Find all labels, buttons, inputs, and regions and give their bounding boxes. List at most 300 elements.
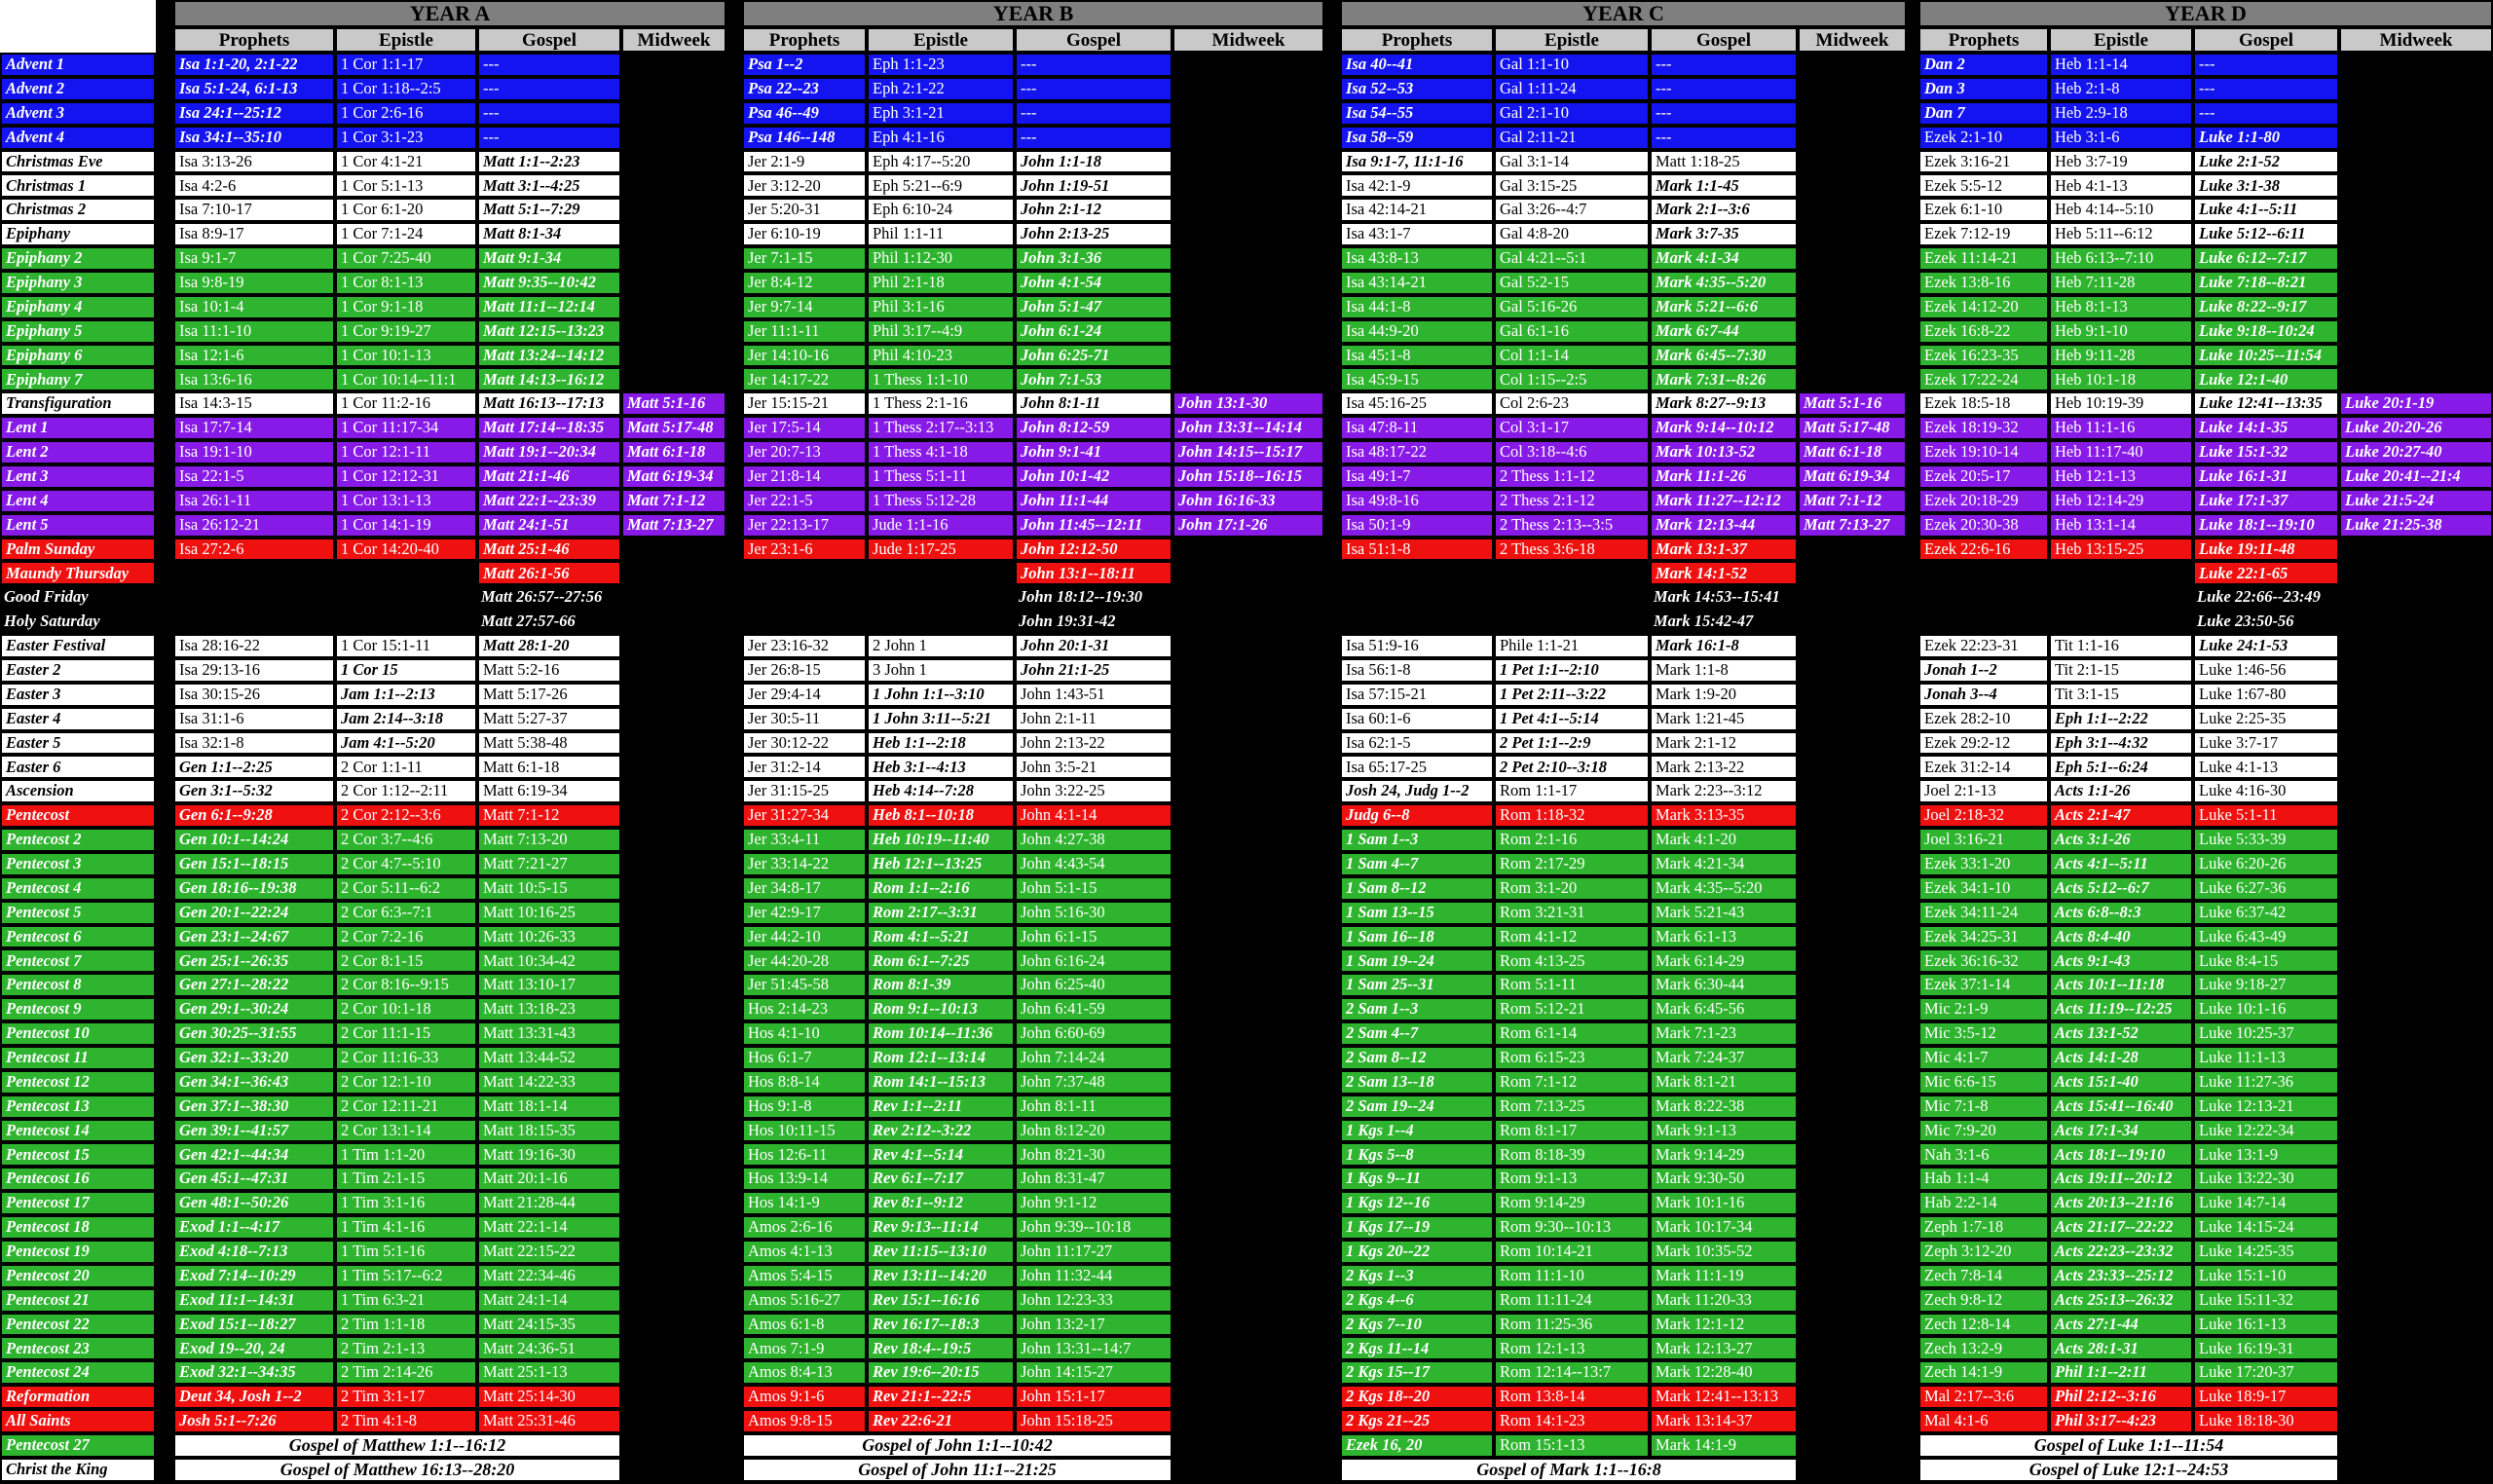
epistle-reading-cell: Acts 11:19--12:25 [2049,997,2193,1021]
gospel-reading-cell: Matt 13:44-52 [477,1046,621,1070]
gospel-reading-cell: Mark 14:53--15:41 [1654,587,1780,607]
row-label: Pentecost 10 [0,1021,156,1046]
epistle-reading-cell: Rom 4:1-12 [1494,925,1650,949]
row-label: Lent 4 [0,489,156,513]
gospel-reading-cell: Matt 1:1--2:23 [477,150,621,174]
prophets-reading-cell: Jer 23:16-32 [742,634,867,658]
prophets-reading-cell: Hos 4:1-10 [742,1021,867,1046]
row-label: Maundy Thursday [0,561,156,585]
prophets-reading-cell: Amos 8:4-13 [742,1360,867,1385]
gospel-reading-cell: Matt 10:5-15 [477,876,621,901]
row-label: Epiphany 4 [0,295,156,319]
midweek-reading-cell: Matt 7:13-27 [1798,513,1907,538]
epistle-reading-cell: 2 Cor 1:12--2:11 [335,779,477,803]
epistle-reading-cell: Gal 6:1-16 [1494,319,1650,344]
gospel-reading-cell: John 6:25-40 [1015,973,1172,997]
gospel-reading-cell: Mark 4:1-20 [1650,828,1798,852]
epistle-reading-cell: Rev 6:1--7:17 [867,1167,1015,1191]
prophets-reading-cell: Joel 2:18-32 [1918,803,2049,828]
epistle-reading-cell: Phil 1:1--2:11 [2049,1360,2193,1385]
prophets-reading-cell: 1 Sam 4--7 [1340,852,1494,876]
year-header: YEAR C [1340,0,1907,27]
prophets-reading-cell: Isa 65:17-25 [1340,755,1494,779]
prophets-reading-cell: Isa 45:1-8 [1340,344,1494,368]
gospel-reading-cell: Luke 11:1-13 [2193,1046,2339,1070]
row-label: Pentecost 9 [0,997,156,1021]
prophets-reading-cell: Jer 9:7-14 [742,295,867,319]
row-label: Epiphany 3 [0,271,156,295]
epistle-reading-cell: Heb 3:7-19 [2049,150,2193,174]
gospel-reading-cell: Matt 28:1-20 [477,634,621,658]
prophets-reading-cell: Isa 14:3-15 [173,391,335,416]
epistle-reading-cell: 2 John 1 [867,634,1015,658]
epistle-reading-cell: 1 Cor 7:1-24 [335,222,477,246]
epistle-reading-cell: Rom 9:1-13 [1494,1167,1650,1191]
row-label: Pentecost 17 [0,1191,156,1215]
epistle-reading-cell: Heb 9:11-28 [2049,344,2193,368]
gospel-reading-cell: John 10:1-42 [1015,464,1172,489]
row-label: Pentecost 13 [0,1094,156,1119]
row-label: Easter 2 [0,658,156,683]
prophets-reading-cell: Isa 44:1-8 [1340,295,1494,319]
epistle-reading-cell: Heb 12:14-29 [2049,489,2193,513]
row-label: Pentecost 8 [0,973,156,997]
epistle-reading-cell: Heb 9:1-10 [2049,319,2193,344]
epistle-reading-cell: 1 Thess 2:17--3:13 [867,416,1015,440]
prophets-reading-cell: Isa 29:13-16 [173,658,335,683]
epistle-reading-cell: 1 Tim 2:1-15 [335,1167,477,1191]
gospel-reading-cell: John 1:19-51 [1015,173,1172,198]
epistle-reading-cell: Heb 10:19--11:40 [867,828,1015,852]
gospel-reading-cell: Mark 6:45--7:30 [1650,344,1798,368]
midweek-reading-cell: Matt 7:1-12 [1798,489,1907,513]
prophets-reading-cell: Isa 17:7-14 [173,416,335,440]
prophets-reading-cell: Isa 4:2-6 [173,173,335,198]
prophets-reading-cell: Isa 44:9-20 [1340,319,1494,344]
epistle-reading-cell: 1 Tim 5:17--6:2 [335,1264,477,1288]
gospel-reading-cell: Matt 3:1--4:25 [477,173,621,198]
prophets-reading-cell: Zech 7:8-14 [1918,1264,2049,1288]
gospel-reading-cell: Mark 3:13-35 [1650,803,1798,828]
prophets-reading-cell: Josh 24, Judg 1--2 [1340,779,1494,803]
epistle-reading-cell: Eph 1:1--2:22 [2049,707,2193,731]
epistle-reading-cell: Acts 22:23--23:32 [2049,1240,2193,1264]
prophets-reading-cell: Psa 22--23 [742,77,867,101]
epistle-reading-cell: Acts 20:13--21:16 [2049,1191,2193,1215]
gospel-reading-cell: --- [1650,53,1798,77]
prophets-reading-cell: Ezek 28:2-10 [1918,707,2049,731]
epistle-reading-cell: Heb 11:1-16 [2049,416,2193,440]
gospel-reading-cell: Mark 5:21--6:6 [1650,295,1798,319]
epistle-reading-cell: Rom 7:1-12 [1494,1070,1650,1094]
gospel-reading-cell: Matt 19:1--20:34 [477,440,621,464]
gospel-reading-cell: Luke 2:1-52 [2193,150,2339,174]
prophets-reading-cell: Ezek 34:11-24 [1918,901,2049,925]
epistle-reading-cell: Rev 13:11--14:20 [867,1264,1015,1288]
gospel-reading-cell: Mark 12:28-40 [1650,1360,1798,1385]
epistle-reading-cell: Rom 3:21-31 [1494,901,1650,925]
epistle-reading-cell: Acts 10:1--11:18 [2049,973,2193,997]
gospel-reading-cell: Matt 22:1-14 [477,1215,621,1240]
prophets-reading-cell: Ezek 20:5-17 [1918,464,2049,489]
prophets-reading-cell: Hab 1:1-4 [1918,1167,2049,1191]
gospel-reading-cell: Matt 1:18-25 [1650,150,1798,174]
prophets-reading-cell: Zeph 3:12-20 [1918,1240,2049,1264]
gospel-reading-cell: Matt 21:1-46 [477,464,621,489]
prophets-reading-cell: Amos 5:16-27 [742,1288,867,1313]
epistle-reading-cell: Rom 9:30--10:13 [1494,1215,1650,1240]
gospel-reading-cell: Mark 1:21-45 [1650,707,1798,731]
year-header: YEAR A [173,0,726,27]
gospel-reading-cell: Luke 14:25-35 [2193,1240,2339,1264]
prophets-reading-cell: Mic 2:1-9 [1918,997,2049,1021]
epistle-reading-cell: Eph 4:1-16 [867,126,1015,150]
row-label: Christmas 2 [0,198,156,222]
gospel-reading-cell: Matt 5:2-16 [477,658,621,683]
row-label: Transfiguration [0,391,156,416]
gospel-reading-cell: Luke 1:1-80 [2193,126,2339,150]
epistle-reading-cell: 1 Cor 14:20-40 [335,538,477,562]
gospel-reading-cell: Luke 4:16-30 [2193,779,2339,803]
epistle-reading-cell: 2 Cor 6:3--7:1 [335,901,477,925]
gospel-reading-cell: John 4:1-14 [1015,803,1172,828]
epistle-reading-cell: Phil 3:1-16 [867,295,1015,319]
prophets-reading-cell: Amos 9:1-6 [742,1385,867,1409]
prophets-reading-cell: Dan 3 [1918,77,2049,101]
prophets-reading-cell: Ezek 17:22-24 [1918,367,2049,391]
gospel-reading-cell: Luke 12:41--13:35 [2193,391,2339,416]
prophets-reading-cell: Ezek 11:14-21 [1918,246,2049,271]
gospel-reading-cell: Matt 24:36-51 [477,1336,621,1360]
epistle-reading-cell: 2 Cor 11:1-15 [335,1021,477,1046]
gospel-reading-cell: --- [1015,101,1172,126]
epistle-reading-cell: Gal 2:1-10 [1494,101,1650,126]
prophets-reading-cell: 1 Kgs 5--8 [1340,1142,1494,1167]
gospel-reading-cell: John 8:31-47 [1015,1167,1172,1191]
gospel-reading-cell: John 8:21-30 [1015,1142,1172,1167]
prophets-reading-cell: Gen 30:25--31:55 [173,1021,335,1046]
epistle-reading-cell: Rom 5:1-11 [1494,973,1650,997]
gospel-reading-cell: John 14:15-27 [1015,1360,1172,1385]
prophets-reading-cell: Ezek 16:23-35 [1918,344,2049,368]
epistle-reading-cell: Phil 4:10-23 [867,344,1015,368]
prophets-reading-cell: Jer 7:1-15 [742,246,867,271]
epistle-reading-cell: 1 Thess 1:1-10 [867,367,1015,391]
epistle-reading-cell: Rom 6:1-14 [1494,1021,1650,1046]
row-label: Holy Saturday [4,612,100,631]
epistle-reading-cell: Rev 21:1--22:5 [867,1385,1015,1409]
gospel-reading-cell: John 9:1-41 [1015,440,1172,464]
epistle-reading-cell: 1 Cor 10:1-13 [335,344,477,368]
row-label: Epiphany 2 [0,246,156,271]
epistle-reading-cell: Heb 3:1--4:13 [867,755,1015,779]
row-label: Pentecost 4 [0,876,156,901]
epistle-reading-cell: Phil 1:12-30 [867,246,1015,271]
gospel-reading-cell: John 7:14-24 [1015,1046,1172,1070]
row-label: Pentecost 21 [0,1288,156,1313]
gospel-reading-cell: Mark 9:14--10:12 [1650,416,1798,440]
prophets-reading-cell: Jonah 1--2 [1918,658,2049,683]
gospel-reading-cell: --- [2193,101,2339,126]
gospel-reading-cell: Mark 4:35--5:20 [1650,876,1798,901]
epistle-reading-cell: 1 Cor 14:1-19 [335,513,477,538]
gospel-reading-cell: Matt 21:28-44 [477,1191,621,1215]
epistle-reading-cell: 2 Cor 5:11--6:2 [335,876,477,901]
prophets-reading-cell: Amos 4:1-13 [742,1240,867,1264]
prophets-reading-cell: 2 Sam 13--18 [1340,1070,1494,1094]
midweek-reading-cell: Luke 20:27-40 [2339,440,2493,464]
gospel-reading-cell: John 12:23-33 [1015,1288,1172,1313]
gospel-reading-cell: Mark 6:30-44 [1650,973,1798,997]
prophets-reading-cell: 1 Sam 13--15 [1340,901,1494,925]
gospel-reading-cell: Matt 14:22-33 [477,1070,621,1094]
epistle-reading-cell: 2 Tim 3:1-17 [335,1385,477,1409]
epistle-reading-cell: 1 Cor 11:17-34 [335,416,477,440]
midweek-reading-cell: Matt 7:1-12 [621,489,726,513]
epistle-reading-cell: Rom 7:13-25 [1494,1094,1650,1119]
epistle-reading-cell: Acts 1:1-26 [2049,779,2193,803]
gospel-reading-cell: Mark 10:13-52 [1650,440,1798,464]
gospel-reading-cell: Mark 13:1-37 [1650,538,1798,562]
epistle-reading-cell: Phile 1:1-21 [1494,634,1650,658]
gospel-reading-cell: Matt 5:1--7:29 [477,198,621,222]
epistle-reading-cell: Eph 6:10-24 [867,198,1015,222]
column-header: Midweek [2339,27,2493,53]
gospel-reading-cell: Mark 5:21-43 [1650,901,1798,925]
epistle-reading-cell: Eph 5:1--6:24 [2049,755,2193,779]
gospel-reading-cell: Matt 7:13-20 [477,828,621,852]
prophets-reading-cell: Isa 42:1-9 [1340,173,1494,198]
gospel-reading-cell: John 15:1-17 [1015,1385,1172,1409]
prophets-reading-cell: Jer 5:20-31 [742,198,867,222]
epistle-reading-cell: Heb 1:1--2:18 [867,731,1015,756]
prophets-reading-cell: Gen 48:1--50:26 [173,1191,335,1215]
epistle-reading-cell: Rom 5:12-21 [1494,997,1650,1021]
column-header: Gospel [1650,27,1798,53]
epistle-reading-cell: Heb 1:1-14 [2049,53,2193,77]
gospel-reading-cell: Matt 17:14--18:35 [477,416,621,440]
prophets-reading-cell: Amos 7:1-9 [742,1336,867,1360]
epistle-reading-cell: Acts 18:1--19:10 [2049,1142,2193,1167]
row-label: Lent 3 [0,464,156,489]
row-label: Reformation [0,1385,156,1409]
prophets-reading-cell: Isa 9:8-19 [173,271,335,295]
gospel-reading-cell: Luke 11:27-36 [2193,1070,2339,1094]
prophets-reading-cell: Jer 11:1-11 [742,319,867,344]
prophets-reading-cell: Ezek 36:16-32 [1918,948,2049,973]
epistle-reading-cell: Phil 2:1-18 [867,271,1015,295]
prophets-reading-cell: Josh 5:1--7:26 [173,1409,335,1433]
column-header: Epistle [867,27,1015,53]
prophets-reading-cell: Isa 9:1-7 [173,246,335,271]
prophets-reading-cell: Isa 50:1-9 [1340,513,1494,538]
column-header: Prophets [1918,27,2049,53]
gospel-reading-cell: John 1:1-18 [1015,150,1172,174]
row-label: Pentecost [0,803,156,828]
row-label: Epiphany [0,222,156,246]
prophets-reading-cell: Isa 13:6-16 [173,367,335,391]
prophets-reading-cell: Ezek 6:1-10 [1918,198,2049,222]
epistle-reading-cell: Col 2:6-23 [1494,391,1650,416]
prophets-reading-cell: Isa 62:1-5 [1340,731,1494,756]
gospel-reading-cell: John 11:1-44 [1015,489,1172,513]
gospel-reading-cell: Luke 10:25-37 [2193,1021,2339,1046]
prophets-reading-cell: Dan 2 [1918,53,2049,77]
gospel-reading-cell: Matt 25:1-13 [477,1360,621,1385]
row-label: Pentecost 3 [0,852,156,876]
epistle-reading-cell: Rev 16:17--18:3 [867,1313,1015,1337]
prophets-reading-cell: Jer 44:2-10 [742,925,867,949]
gospel-reading-cell: Mark 4:21-34 [1650,852,1798,876]
prophets-reading-cell: 2 Sam 8--12 [1340,1046,1494,1070]
epistle-reading-cell: Rom 2:17-29 [1494,852,1650,876]
prophets-reading-cell: Ezek 20:18-29 [1918,489,2049,513]
gospel-reading-cell: Luke 1:46-56 [2193,658,2339,683]
epistle-reading-cell: Acts 15:41--16:40 [2049,1094,2193,1119]
year-header: YEAR B [742,0,1324,27]
gospel-reading-cell: Matt 13:18-23 [477,997,621,1021]
epistle-reading-cell: Tit 2:1-15 [2049,658,2193,683]
gospel-reading-cell: Luke 16:1-31 [2193,464,2339,489]
row-label: Easter 3 [0,683,156,707]
gospel-reading-cell: Matt 5:27-37 [477,707,621,731]
prophets-reading-cell: Exod 7:14--10:29 [173,1264,335,1288]
prophets-reading-cell: Ezek 16, 20 [1340,1433,1494,1458]
gospel-reading-cell: Mark 6:14-29 [1650,948,1798,973]
epistle-reading-cell: Rom 1:1--2:16 [867,876,1015,901]
prophets-reading-cell: Hab 2:2-14 [1918,1191,2049,1215]
gospel-reading-cell: John 7:1-53 [1015,367,1172,391]
gospel-reading-cell: John 2:13-22 [1015,731,1172,756]
gospel-reading-cell: Matt 25:1-46 [477,538,621,562]
gospel-reading-cell: Matt 11:1--12:14 [477,295,621,319]
prophets-reading-cell: Isa 58--59 [1340,126,1494,150]
row-label: Pentecost 12 [0,1070,156,1094]
gospel-reading-cell: Mark 2:23--3:12 [1650,779,1798,803]
epistle-reading-cell: Col 3:18--4:6 [1494,440,1650,464]
epistle-reading-cell: Rom 9:14-29 [1494,1191,1650,1215]
prophets-reading-cell: Amos 6:1-8 [742,1313,867,1337]
epistle-reading-cell: Heb 6:13--7:10 [2049,246,2193,271]
row-label: Advent 2 [0,77,156,101]
gospel-reading-cell: Mark 10:35-52 [1650,1240,1798,1264]
gospel-reading-cell: John 6:60-69 [1015,1021,1172,1046]
row-label: Advent 3 [0,101,156,126]
epistle-reading-cell: Tit 3:1-15 [2049,683,2193,707]
row-label: Pentecost 22 [0,1313,156,1337]
gospel-reading-cell: John 11:32-44 [1015,1264,1172,1288]
prophets-reading-cell: Ezek 22:23-31 [1918,634,2049,658]
prophets-reading-cell: Isa 60:1-6 [1340,707,1494,731]
epistle-reading-cell: Rom 10:14--11:36 [867,1021,1015,1046]
prophets-reading-cell: Amos 2:6-16 [742,1215,867,1240]
gospel-reading-cell: Luke 6:20-26 [2193,852,2339,876]
midweek-reading-cell: John 13:31--14:14 [1172,416,1324,440]
epistle-reading-cell: Rom 1:18-32 [1494,803,1650,828]
gospel-reading-cell: Matt 22:15-22 [477,1240,621,1264]
prophets-reading-cell: Jer 31:27-34 [742,803,867,828]
epistle-reading-cell: Rom 6:1--7:25 [867,948,1015,973]
row-label: Pentecost 5 [0,901,156,925]
epistle-reading-cell: Eph 3:1--4:32 [2049,731,2193,756]
epistle-reading-cell: Phil 1:1-11 [867,222,1015,246]
gospel-reading-cell: --- [477,126,621,150]
gospel-reading-cell: Mark 12:13-27 [1650,1336,1798,1360]
prophets-reading-cell: Gen 39:1--41:57 [173,1119,335,1143]
row-label: Pentecost 15 [0,1142,156,1167]
epistle-reading-cell: Heb 12:1--13:25 [867,852,1015,876]
prophets-reading-cell: Isa 28:16-22 [173,634,335,658]
prophets-reading-cell: Isa 27:2-6 [173,538,335,562]
gospel-reading-cell: Luke 8:22--9:17 [2193,295,2339,319]
epistle-reading-cell: 1 Cor 15 [335,658,477,683]
midweek-reading-cell: Matt 6:19-34 [1798,464,1907,489]
gospel-reading-cell: --- [1650,77,1798,101]
row-label: Pentecost 14 [0,1119,156,1143]
gospel-reading-cell: Luke 18:1--19:10 [2193,513,2339,538]
prophets-reading-cell: Ezek 31:2-14 [1918,755,2049,779]
prophets-reading-cell: Mic 6:6-15 [1918,1070,2049,1094]
prophets-reading-cell: Mal 4:1-6 [1918,1409,2049,1433]
gospel-reading-cell: Luke 12:1-40 [2193,367,2339,391]
prophets-reading-cell: Ezek 37:1-14 [1918,973,2049,997]
prophets-reading-cell: Jer 3:12-20 [742,173,867,198]
prophets-reading-cell: Amos 9:8-15 [742,1409,867,1433]
epistle-reading-cell: Rom 2:1-16 [1494,828,1650,852]
prophets-reading-cell: Jer 22:13-17 [742,513,867,538]
epistle-reading-cell: 2 Cor 3:7--4:6 [335,828,477,852]
gospel-reading-cell: Luke 13:1-9 [2193,1142,2339,1167]
epistle-reading-cell: Gal 4:8-20 [1494,222,1650,246]
epistle-reading-cell: Phil 3:17--4:23 [2049,1409,2193,1433]
epistle-reading-cell: Jam 4:1--5:20 [335,731,477,756]
gospel-reading-cell: John 8:1-11 [1015,391,1172,416]
row-label: Epiphany 7 [0,367,156,391]
prophets-reading-cell: Hos 6:1-7 [742,1046,867,1070]
epistle-reading-cell: Gal 2:11-21 [1494,126,1650,150]
epistle-reading-cell: Acts 5:12--6:7 [2049,876,2193,901]
prophets-reading-cell: 1 Kgs 12--16 [1340,1191,1494,1215]
gospel-reading-cell: John 6:1-24 [1015,319,1172,344]
prophets-reading-cell: Jer 14:17-22 [742,367,867,391]
prophets-reading-cell: Psa 1--2 [742,53,867,77]
epistle-reading-cell: 1 Cor 3:1-23 [335,126,477,150]
gospel-reading-cell: Matt 18:15-35 [477,1119,621,1143]
prophets-reading-cell: 2 Sam 1--3 [1340,997,1494,1021]
row-label: Christmas 1 [0,173,156,198]
merged-gospel-cell: Gospel of Luke 1:1--11:54 [1918,1433,2339,1458]
gospel-reading-cell: John 20:1-31 [1015,634,1172,658]
gospel-reading-cell: Matt 12:15--13:23 [477,319,621,344]
row-label: Easter 5 [0,731,156,756]
epistle-reading-cell: Rev 19:6--20:15 [867,1360,1015,1385]
gospel-reading-cell: Luke 7:18--8:21 [2193,271,2339,295]
epistle-reading-cell: 2 Cor 11:16-33 [335,1046,477,1070]
gospel-reading-cell: Mark 1:1-45 [1650,173,1798,198]
prophets-reading-cell: Jer 34:8-17 [742,876,867,901]
column-header: Midweek [621,27,726,53]
gospel-reading-cell: Matt 19:16-30 [477,1142,621,1167]
prophets-reading-cell: Exod 11:1--14:31 [173,1288,335,1313]
epistle-reading-cell: Rom 8:18-39 [1494,1142,1650,1167]
row-label: Pentecost 16 [0,1167,156,1191]
prophets-reading-cell: Isa 54--55 [1340,101,1494,126]
epistle-reading-cell: Rev 8:1--9:12 [867,1191,1015,1215]
prophets-reading-cell: Isa 7:10-17 [173,198,335,222]
gospel-reading-cell: Matt 13:24--14:12 [477,344,621,368]
column-header: Epistle [1494,27,1650,53]
column-header: Prophets [742,27,867,53]
